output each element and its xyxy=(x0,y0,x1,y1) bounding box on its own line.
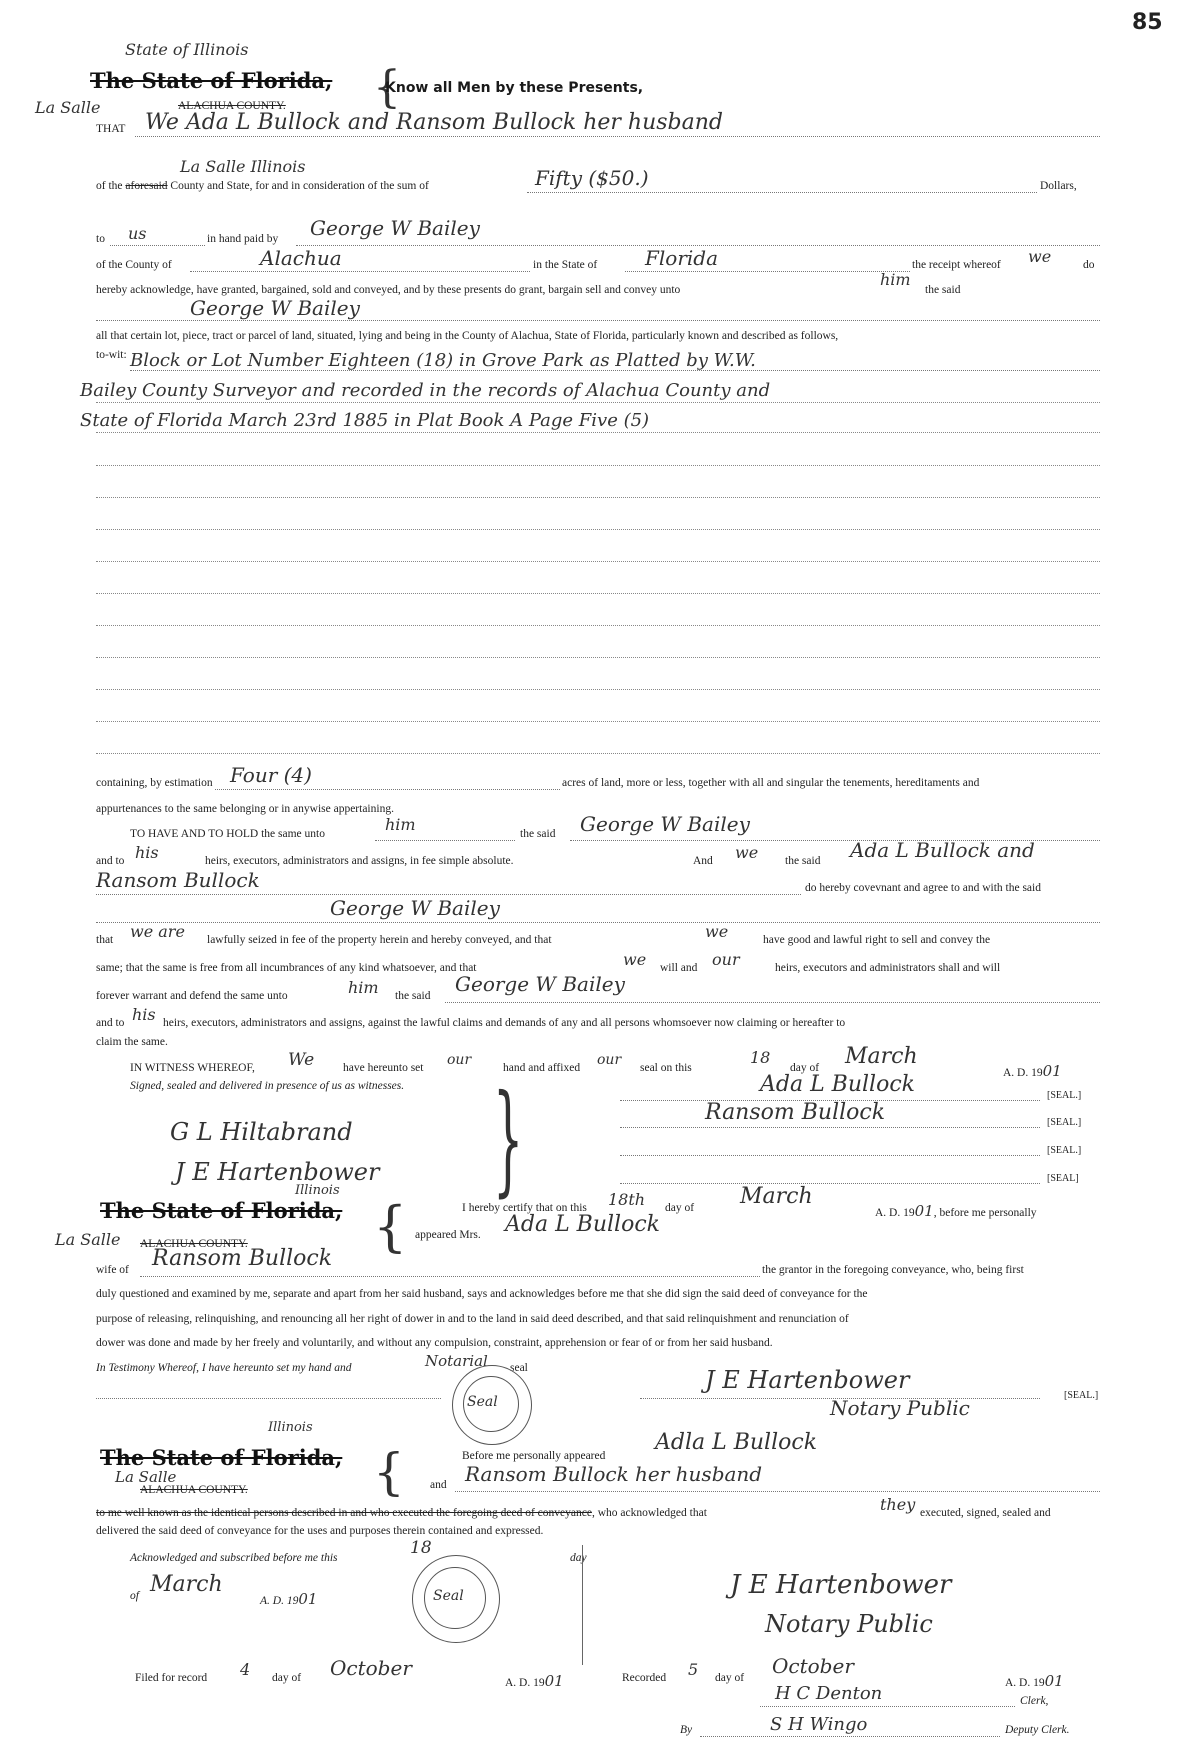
appeared-value: Ada L Bullock xyxy=(505,1212,660,1237)
before-me-label: Before me personally appeared xyxy=(462,1450,606,1462)
county-printed: ALACHUA COUNTY. xyxy=(178,100,286,112)
habendum-value: him xyxy=(385,815,416,834)
cert1-state-printed: The State of Florida, xyxy=(100,1198,343,1223)
filed-day-of: day of xyxy=(272,1672,302,1684)
ruled-line xyxy=(96,753,1100,754)
seal-label-4: [SEAL] xyxy=(1047,1173,1079,1184)
cert1-seal-label: [SEAL.] xyxy=(1064,1390,1099,1401)
desc-line-2 xyxy=(96,402,1100,403)
notary-seal-2-text: Seal xyxy=(433,1588,464,1604)
dower-p2: purpose of releasing, relinquishing, and renouncing all her right of dower in and to the land in said deed described, and that said relinquishment and renunciation of xyxy=(96,1313,849,1325)
ruled-line xyxy=(96,465,1100,466)
husband-name: Ransom Bullock xyxy=(152,1246,333,1271)
recorded-ad xyxy=(1005,1672,1064,1690)
by-label: By xyxy=(680,1724,693,1736)
grantee2-name: George W Bailey xyxy=(190,296,360,320)
grantors3-line xyxy=(96,894,801,895)
consideration-text: County and State, for and in consideration of the sum of xyxy=(170,180,429,192)
seal-label-3: [SEAL.] xyxy=(1047,1145,1082,1156)
said-label: the said xyxy=(520,828,556,840)
and-to-label: and to xyxy=(96,855,125,867)
acres-line xyxy=(215,789,560,790)
heirs-text: heirs, executors, administrators and assigns, in fee simple absolute. xyxy=(205,855,514,867)
witness-month: March xyxy=(845,1044,918,1069)
witness1-signature: G L Hiltabrand xyxy=(170,1118,353,1146)
grantors3-name: Ransom Bullock xyxy=(96,868,260,892)
cert2-brace: { xyxy=(373,1443,405,1501)
will-and-label: will and xyxy=(660,962,698,974)
ruled-line xyxy=(96,561,1100,562)
deputy-label: Deputy Clerk. xyxy=(1005,1724,1070,1736)
grantee4-line xyxy=(96,922,1100,923)
in-witness-label: IN WITNESS WHEREOF, xyxy=(130,1062,255,1074)
cert2-divider xyxy=(582,1545,583,1665)
cert2-and: and xyxy=(430,1479,447,1491)
unto-value: him xyxy=(880,270,911,289)
have-set-label: have hereunto set xyxy=(343,1062,424,1074)
witness-we: We xyxy=(288,1050,315,1070)
filed-label: Filed for record xyxy=(135,1672,208,1684)
ruled-line xyxy=(96,529,1100,530)
filed-year: 01 xyxy=(544,1672,564,1690)
state-value: Florida xyxy=(645,246,718,270)
cert1-ad-label: A. D. 19 xyxy=(875,1207,915,1219)
our-value: our xyxy=(712,950,740,969)
delivered-text: delivered the said deed of conveyance for the uses and purposes therein contained and expressed. xyxy=(96,1525,544,1537)
that-label2: that xyxy=(96,934,114,946)
sig-line-2 xyxy=(620,1127,1040,1128)
all-that-text: all that certain lot, piece, tract or parcel of land, situated, lying and being in the County of Alachua, State of Florida, particularly known and described as follows, xyxy=(96,330,839,342)
heirs-value: his xyxy=(135,843,159,862)
recorded-month: October xyxy=(772,1654,854,1678)
cert1-month: March xyxy=(740,1184,813,1209)
notary-seal-2 xyxy=(412,1555,500,1643)
certify-label: I hereby certify that on this xyxy=(462,1202,587,1214)
husband-line xyxy=(140,1276,760,1277)
to-label: to xyxy=(96,233,105,245)
recorded-year: 01 xyxy=(1044,1672,1064,1690)
grantor2-signature: Ransom Bullock xyxy=(705,1100,886,1125)
sig-line-3 xyxy=(620,1155,1040,1156)
we-are-value: we are xyxy=(130,922,185,941)
witness-brace: } xyxy=(492,1070,524,1209)
cert1-ad xyxy=(875,1202,1037,1220)
and-label: And xyxy=(693,855,713,867)
county-line xyxy=(190,271,530,272)
cert2-state-heading xyxy=(100,1445,342,1470)
notary2-signature: J E Hartenbower xyxy=(730,1570,952,1600)
cert2-person2-line xyxy=(455,1491,1100,1492)
aforesaid: aforesaid xyxy=(125,180,168,192)
we3-value: we xyxy=(623,950,647,969)
notary-seal-1 xyxy=(452,1365,532,1445)
claim-text: claim the same. xyxy=(96,1036,168,1048)
cert2-year: 01 xyxy=(298,1590,318,1608)
signed-sealed-text: Signed, sealed and delivered in presence of us as witnesses. xyxy=(130,1080,405,1092)
cert1-day: 18th xyxy=(608,1190,646,1209)
ruled-line xyxy=(96,625,1100,626)
clerk-signature: H C Denton xyxy=(775,1683,883,1704)
habendum-label: TO HAVE AND TO HOLD the same unto xyxy=(130,828,325,840)
description-3: State of Florida March 23rd 1885 in Plat Book A Page Five (5) xyxy=(80,410,650,431)
forever-text: forever warrant and defend the same unto xyxy=(96,990,288,1002)
cert2-ack-line xyxy=(96,1507,707,1519)
filed-ad xyxy=(505,1672,564,1690)
sum-value: Fifty ($50.) xyxy=(535,166,649,190)
testimony-text: In Testimony Whereof, I have hereunto set my hand and xyxy=(96,1362,352,1374)
appeared-label: appeared Mrs. xyxy=(415,1229,481,1241)
to-value: us xyxy=(128,224,147,243)
hand-affixed-label: hand and affixed xyxy=(503,1062,581,1074)
grantee3-name: George W Bailey xyxy=(580,812,750,836)
ruled-line xyxy=(96,593,1100,594)
recorded-label: Recorded xyxy=(622,1672,667,1684)
said3-label: the said xyxy=(395,990,431,1002)
witness-ad xyxy=(1003,1062,1062,1080)
notary1-title: Notary Public xyxy=(830,1396,970,1420)
containing-label: containing, by estimation xyxy=(96,777,213,789)
county-value: Alachua xyxy=(260,246,342,270)
grantee-name: George W Bailey xyxy=(310,216,480,240)
in-state-label: in the State of xyxy=(533,259,598,271)
same-text: same; that the same is free from all incumbrances of any kind whatsoever, and that xyxy=(96,962,477,974)
deputy-signature: S H Wingo xyxy=(770,1714,868,1735)
notary2-title: Notary Public xyxy=(765,1610,933,1638)
cert2-state-hw: Illinois xyxy=(268,1420,313,1435)
cert1-county-printed: ALACHUA COUNTY. xyxy=(140,1238,248,1250)
paid-by-label: in hand paid by xyxy=(207,233,279,245)
sum-line xyxy=(527,192,1037,193)
notary1-signature: J E Hartenbower xyxy=(705,1366,910,1394)
filed-ad-label: A. D. 19 xyxy=(505,1677,545,1689)
ruled-line xyxy=(96,657,1100,658)
to-line xyxy=(110,245,205,246)
ruled-line xyxy=(96,689,1100,690)
cert1-state-heading xyxy=(100,1198,342,1223)
witness-year: 01 xyxy=(1042,1062,1062,1080)
cert2-day: 18 xyxy=(410,1538,432,1558)
acres-text: acres of land, more or less, together with all and singular the tenements, hereditaments and xyxy=(562,777,980,789)
clerk-label: Clerk, xyxy=(1020,1695,1049,1707)
that-label: THAT xyxy=(96,123,126,135)
cert2-month: March xyxy=(150,1572,223,1597)
to-wit-label: to-wit: xyxy=(96,349,127,361)
grantor-text: the grantor in the foregoing conveyance, who, being first xyxy=(762,1264,1024,1276)
receipt-value: we xyxy=(1028,247,1052,266)
description-2: Bailey County Surveyor and recorded in the records of Alachua County and xyxy=(80,380,771,401)
cert1-state-hw: Illinois xyxy=(295,1183,340,1198)
notarial-hw: Notarial xyxy=(425,1352,488,1370)
cert2-day-label: day xyxy=(570,1552,587,1564)
cert2-person2: Ransom Bullock her husband xyxy=(465,1462,763,1486)
seal-word: seal xyxy=(510,1362,528,1374)
good-right-text: have good and lawful right to sell and convey the xyxy=(763,934,991,946)
lawful-claims-text: heirs, executors, administrators and assigns, against the lawful claims and demands of any and all persons whomsoever now claiming or hereafter to xyxy=(163,1017,846,1029)
witness-day: 18 xyxy=(750,1048,771,1067)
county-handwritten: La Salle xyxy=(35,98,101,117)
ruled-line xyxy=(96,721,1100,722)
grantors-name: We Ada L Bullock and Ransom Bullock her husband xyxy=(145,110,723,135)
cert2-of: of xyxy=(130,1590,139,1602)
hereby-text: hereby acknowledge, have granted, bargained, sold and conveyed, and by these presents do grant, bargain sell and convey unto xyxy=(96,284,681,296)
grantee2-line xyxy=(96,320,1100,321)
recorded-day-of: day of xyxy=(715,1672,745,1684)
his2-value: his xyxy=(132,1005,156,1024)
witness2-signature: J E Hartenbower xyxy=(175,1158,380,1186)
executed-text: executed, signed, sealed and xyxy=(920,1507,1051,1519)
filed-month: October xyxy=(330,1656,412,1680)
consideration-line xyxy=(96,180,429,192)
acknowledged-text: , who acknowledged that xyxy=(591,1507,707,1519)
grantee5-name: George W Bailey xyxy=(455,972,625,996)
grantors2-name: Ada L Bullock and xyxy=(850,838,1035,862)
ruled-line xyxy=(96,497,1100,498)
seized-text: lawfully seized in fee of the property herein and hereby conveyed, and that xyxy=(207,934,552,946)
witness-our1: our xyxy=(447,1052,472,1068)
and-to2-label: and to xyxy=(96,1017,125,1029)
the-said-label: the said xyxy=(925,284,961,296)
we-value: we xyxy=(735,843,759,862)
cert1-line xyxy=(96,1398,441,1399)
grantors-line xyxy=(135,136,1100,137)
day-of-label: day of xyxy=(790,1062,820,1074)
acres-value: Four (4) xyxy=(230,763,312,787)
grantee5-line xyxy=(445,1002,1100,1003)
appurtenances-text: appurtenances to the same belonging or in anywise appertaining. xyxy=(96,803,394,815)
grantor-county-hw: La Salle Illinois xyxy=(180,157,306,176)
state-line xyxy=(625,271,910,272)
seal-label-1: [SEAL.] xyxy=(1047,1090,1082,1101)
cert2-county-hw: La Salle xyxy=(115,1468,177,1486)
deputy-line xyxy=(700,1736,1000,1737)
before-me-text: , before me personally xyxy=(933,1207,1037,1219)
said2-label: the said xyxy=(785,855,821,867)
ad-label: A. D. 19 xyxy=(1003,1067,1043,1079)
seal-on-label: seal on this xyxy=(640,1062,692,1074)
we2-value: we xyxy=(705,922,729,941)
recorded-ad-label: A. D. 19 xyxy=(1005,1677,1045,1689)
receipt-label: the receipt whereof xyxy=(912,259,1001,271)
cert1-county-hw: La Salle xyxy=(55,1230,121,1249)
dower-p1: duly questioned and examined by me, separate and apart from her said husband, says and acknowledges before me that she did sign the said deed of conveyance for the xyxy=(96,1288,868,1300)
cert2-person1: Adla L Bullock xyxy=(655,1430,818,1455)
cert1-day-of: day of xyxy=(665,1202,695,1214)
cert2-they: they xyxy=(880,1495,916,1514)
do-label: do xyxy=(1083,259,1095,271)
header-brace: { xyxy=(373,62,401,113)
know-all-men: Know all Men by these Presents, xyxy=(385,80,644,96)
him2-value: him xyxy=(348,978,379,997)
state-heading-text: The State of Florida, xyxy=(90,68,333,93)
recorded-day: 5 xyxy=(688,1660,699,1679)
cert2-ad xyxy=(260,1590,317,1608)
cert1-brace: { xyxy=(373,1195,408,1258)
grantee4-name: George W Bailey xyxy=(330,896,500,920)
seal-label-2: [SEAL.] xyxy=(1047,1117,1082,1128)
page-number: 85 xyxy=(1132,10,1163,35)
of-the: of the xyxy=(96,180,123,192)
witness-line xyxy=(130,1062,255,1074)
dower-p3: dower was done and made by her freely and voluntarily, and without any compulsion, constraint, apprehension or fear of or from her said husband. xyxy=(96,1337,773,1349)
wife-of-label: wife of xyxy=(96,1264,129,1276)
sig-line-4 xyxy=(620,1183,1040,1184)
cert2-ad-label: A. D. 19 xyxy=(260,1595,299,1607)
filed-day: 4 xyxy=(240,1660,251,1679)
cert2-county-printed: ALACHUA COUNTY. xyxy=(140,1484,248,1496)
description-1: Block or Lot Number Eighteen (18) in Grove Park as Platted by W.W. xyxy=(130,350,756,371)
state-handwritten: State of Illinois xyxy=(125,40,249,59)
habendum-line xyxy=(375,840,515,841)
covenant-text: do hereby covevnant and agree to and with the said xyxy=(805,882,1041,894)
struck-text: to me well known as the identical persons described in and who executed the foregoing deed of conveyance xyxy=(96,1507,592,1519)
dollars-label: Dollars, xyxy=(1040,180,1077,192)
heirs-exec-text: heirs, executors and administrators shall and will xyxy=(775,962,1001,974)
cert1-year: 01 xyxy=(914,1202,934,1220)
ack-sub-text: Acknowledged and subscribed before me this xyxy=(130,1552,338,1564)
cert2-state-printed: The State of Florida, xyxy=(100,1445,343,1470)
state-heading xyxy=(90,68,332,93)
of-county-label: of the County of xyxy=(96,259,172,271)
notary-seal-text: Seal xyxy=(467,1394,498,1410)
clerk-line xyxy=(760,1706,1015,1707)
witness-our2: our xyxy=(597,1052,622,1068)
grantor1-signature: Ada L Bullock xyxy=(760,1072,915,1097)
desc-line-3 xyxy=(96,432,1100,433)
